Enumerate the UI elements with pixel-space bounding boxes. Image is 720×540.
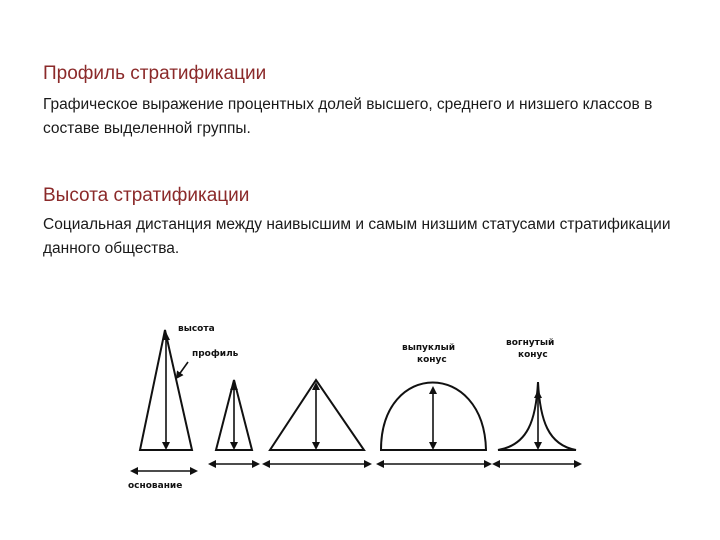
definition-stratification-profile: Графическое выражение процентных долей высшего, среднего и низшего классов в составе выделенной группы.	[43, 96, 653, 137]
convex-cone-shape	[380, 383, 488, 465]
label-height: высота	[178, 324, 215, 334]
label-base: основание	[128, 481, 183, 491]
narrow-pyramid-shape	[212, 380, 256, 464]
label-convex-cone-line2: конус	[417, 355, 447, 365]
tall-pyramid-shape	[134, 330, 194, 471]
wide-pyramid-shape	[266, 380, 368, 464]
definition-stratification-height: Социальная дистанция между наивысшим и самым низшим статусами стратификации данного общества.	[43, 216, 671, 257]
concave-cone-shape	[496, 382, 578, 464]
heading-stratification-profile: Профиль стратификации	[43, 63, 267, 84]
heading-stratification-height: Высота стратификации	[43, 185, 250, 206]
label-profile: профиль	[192, 349, 239, 359]
label-concave-cone-line2: конус	[518, 350, 548, 360]
label-convex-cone-line1: выпуклый	[402, 343, 456, 353]
label-concave-cone-line1: вогнутый	[506, 338, 555, 348]
stratification-shapes-diagram	[0, 300, 720, 500]
